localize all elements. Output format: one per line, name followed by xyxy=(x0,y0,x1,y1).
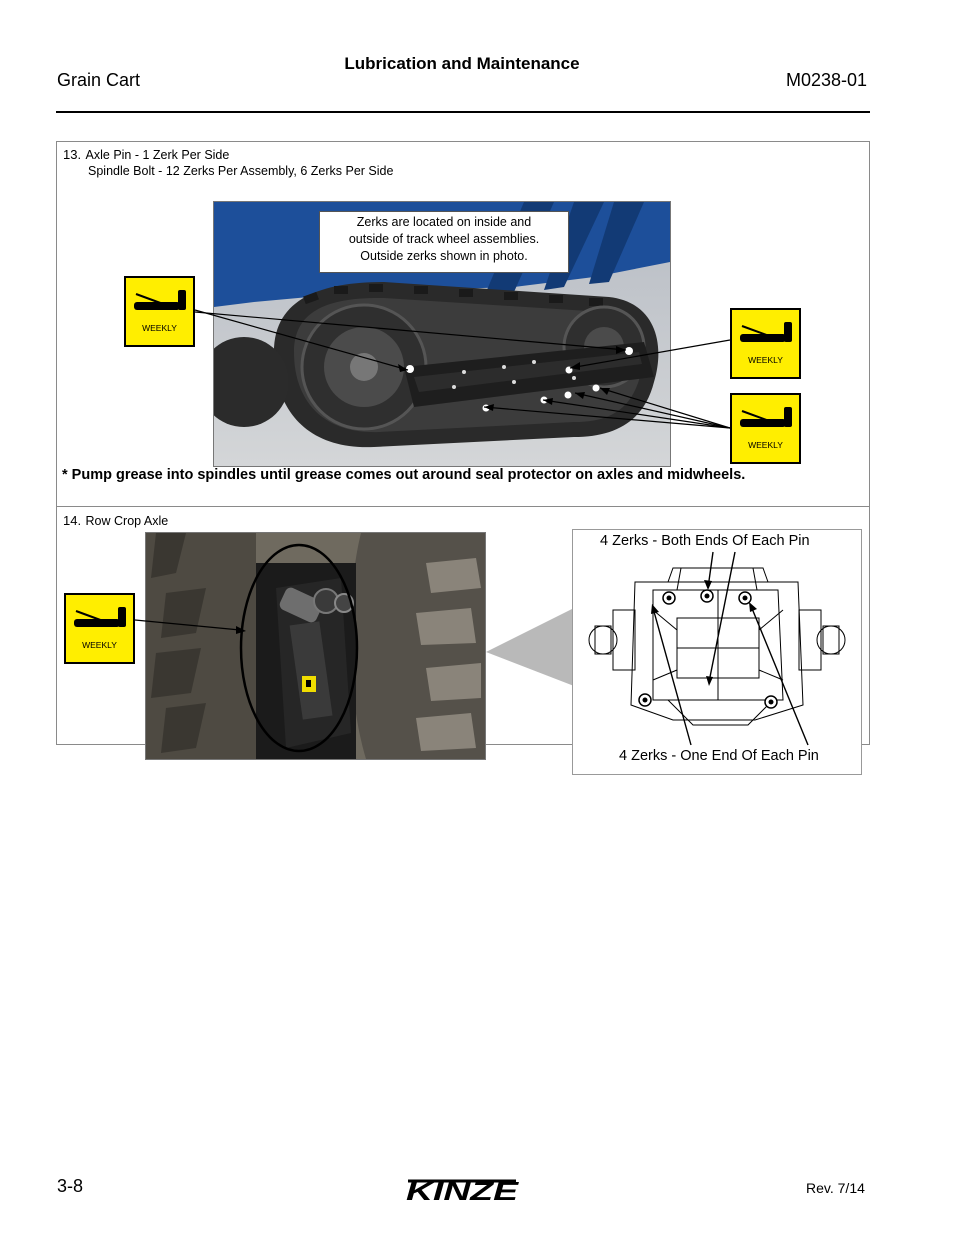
page-number: 3-8 xyxy=(57,1176,84,1196)
logo-text: KINZE xyxy=(406,1177,519,1205)
step-13-line1: Axle Pin - 1 Zerk Per Side xyxy=(85,148,230,162)
manual-subject: Grain Cart xyxy=(57,70,141,90)
weekly-label: WEEKLY xyxy=(82,640,117,650)
weekly-label: WEEKLY xyxy=(748,355,783,365)
section-title: Lubrication and Maintenance xyxy=(344,54,580,73)
row-crop-axle-photo xyxy=(145,532,486,760)
step-14-leader-line xyxy=(130,610,260,640)
weekly-label: WEEKLY xyxy=(142,323,177,333)
weekly-grease-decal xyxy=(64,593,135,664)
callout-line-1: Zerks are located on inside and xyxy=(356,215,532,229)
grease-note: * Pump grease into spindles until grease comes out around seal protector on axles and midwheels. xyxy=(62,467,746,483)
step-14-heading xyxy=(63,512,168,530)
step-14-number: 14. xyxy=(63,513,82,528)
row-crop-axle-illustration xyxy=(146,533,485,759)
diagram-bottom-label: 4 Zerks - One End Of Each Pin xyxy=(619,748,819,764)
callout-line-2: outside of track wheel assemblies. xyxy=(348,232,540,246)
callout-line-3: Outside zerks shown in photo. xyxy=(360,249,528,263)
detail-pointer xyxy=(486,608,576,688)
kinze-logo xyxy=(404,1177,524,1210)
step-13-line2: Spindle Bolt - 12 Zerks Per Assembly, 6 Zerks Per Side xyxy=(88,164,394,178)
axle-line-drawing xyxy=(573,530,861,774)
grease-gun-icon xyxy=(72,601,130,631)
weekly-label: WEEKLY xyxy=(748,440,783,450)
kinze-logo-icon xyxy=(404,1177,524,1205)
manual-number: M0238-01 xyxy=(786,70,868,90)
axle-zerk-diagram xyxy=(572,529,862,775)
step-13-number: 13. xyxy=(63,147,82,162)
diagram-top-label: 4 Zerks - Both Ends Of Each Pin xyxy=(600,533,810,549)
revision-date: Rev. 7/14 xyxy=(806,1180,865,1196)
step-14-title: Row Crop Axle xyxy=(85,514,169,528)
step-13-leader-lines xyxy=(0,0,954,520)
